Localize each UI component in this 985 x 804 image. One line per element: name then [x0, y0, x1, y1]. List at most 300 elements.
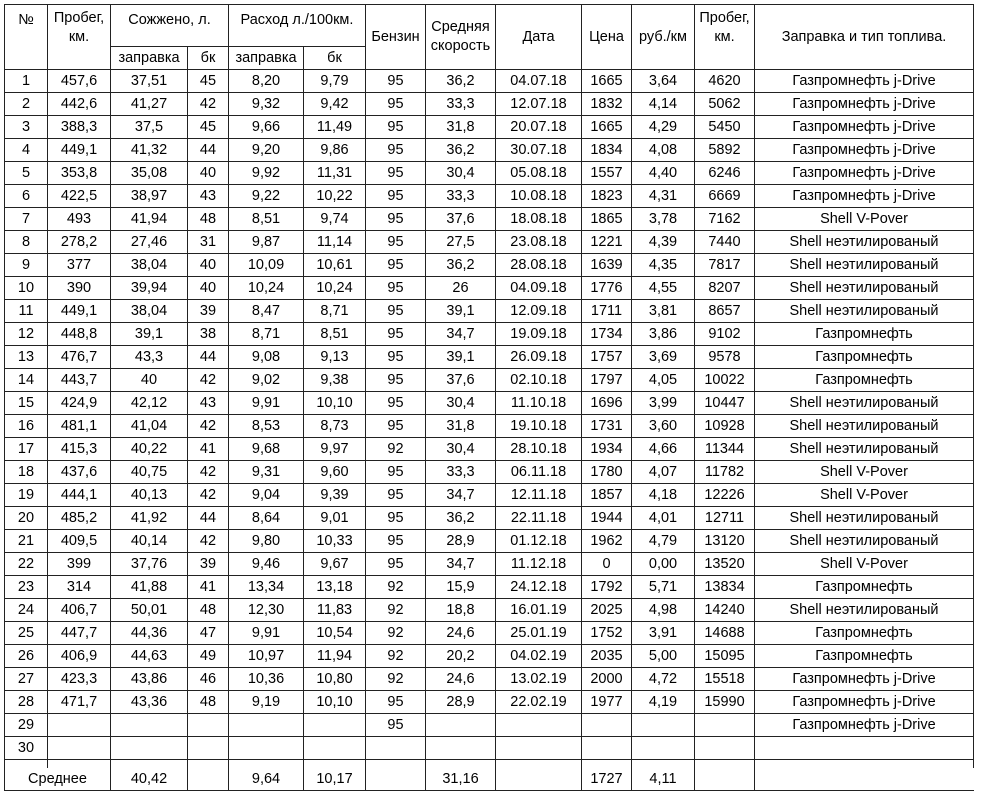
- average-price[interactable]: 1727: [582, 768, 632, 791]
- cell-petrol[interactable]: 92: [366, 438, 426, 461]
- cell-rub-km[interactable]: 3,91: [632, 622, 695, 645]
- cell-station[interactable]: Shell неэтилированый: [755, 392, 974, 415]
- cell-date[interactable]: 04.07.18: [496, 70, 582, 93]
- cell-mileage[interactable]: 443,7: [48, 369, 111, 392]
- cell-cons-tank[interactable]: 11,94: [304, 645, 366, 668]
- cell-n[interactable]: 23: [5, 576, 48, 599]
- cell-cons-fill[interactable]: [229, 714, 304, 737]
- cell-odo[interactable]: 10022: [695, 369, 755, 392]
- cell-cons-tank[interactable]: 9,42: [304, 93, 366, 116]
- cell-burned-fill[interactable]: 40,75: [111, 461, 188, 484]
- cell-station[interactable]: Shell неэтилированый: [755, 254, 974, 277]
- cell-odo[interactable]: 6246: [695, 162, 755, 185]
- cell-cons-fill[interactable]: 9,91: [229, 392, 304, 415]
- cell-petrol[interactable]: 95: [366, 139, 426, 162]
- cell-mileage[interactable]: 437,6: [48, 461, 111, 484]
- cell-petrol[interactable]: 95: [366, 415, 426, 438]
- cell-burned-fill[interactable]: 41,27: [111, 93, 188, 116]
- cell-rub-km[interactable]: 3,60: [632, 415, 695, 438]
- cell-burned-fill[interactable]: 40,13: [111, 484, 188, 507]
- cell-cons-tank[interactable]: 10,61: [304, 254, 366, 277]
- blank-cell[interactable]: [5, 760, 48, 769]
- header-consumption[interactable]: Расход л./100км.: [229, 5, 366, 47]
- cell-price[interactable]: 0: [582, 553, 632, 576]
- cell-cons-fill[interactable]: 10,36: [229, 668, 304, 691]
- cell-cons-tank[interactable]: 8,51: [304, 323, 366, 346]
- cell-cons-tank[interactable]: 10,54: [304, 622, 366, 645]
- cell-petrol[interactable]: 95: [366, 691, 426, 714]
- cell-odo[interactable]: 7440: [695, 231, 755, 254]
- blank-cell[interactable]: [426, 760, 496, 769]
- cell-burned-fill[interactable]: 37,5: [111, 116, 188, 139]
- cell-cons-fill[interactable]: 9,19: [229, 691, 304, 714]
- cell-cons-fill[interactable]: 8,53: [229, 415, 304, 438]
- cell-rub-km[interactable]: 3,78: [632, 208, 695, 231]
- cell-cons-tank[interactable]: 9,74: [304, 208, 366, 231]
- cell-petrol[interactable]: 95: [366, 553, 426, 576]
- header-cons-tank[interactable]: бк: [304, 47, 366, 70]
- cell-burned-tank[interactable]: 40: [188, 254, 229, 277]
- cell-petrol[interactable]: 92: [366, 645, 426, 668]
- cell-cons-tank[interactable]: 11,14: [304, 231, 366, 254]
- cell-burned-tank[interactable]: 44: [188, 139, 229, 162]
- cell-burned-fill[interactable]: 38,97: [111, 185, 188, 208]
- cell-rub-km[interactable]: 4,39: [632, 231, 695, 254]
- cell-price[interactable]: 2025: [582, 599, 632, 622]
- cell-petrol[interactable]: 95: [366, 484, 426, 507]
- cell-petrol[interactable]: 92: [366, 668, 426, 691]
- cell-speed[interactable]: 33,3: [426, 461, 496, 484]
- cell-burned-tank[interactable]: 42: [188, 484, 229, 507]
- cell-burned-tank[interactable]: 46: [188, 668, 229, 691]
- cell-petrol[interactable]: 95: [366, 714, 426, 737]
- cell-burned-fill[interactable]: 40: [111, 369, 188, 392]
- cell-mileage[interactable]: 449,1: [48, 300, 111, 323]
- cell-speed[interactable]: 27,5: [426, 231, 496, 254]
- cell-n[interactable]: 29: [5, 714, 48, 737]
- cell-mileage[interactable]: [48, 714, 111, 737]
- cell-n[interactable]: 14: [5, 369, 48, 392]
- cell-cons-fill[interactable]: 10,09: [229, 254, 304, 277]
- cell-petrol[interactable]: 92: [366, 599, 426, 622]
- cell-speed[interactable]: 39,1: [426, 346, 496, 369]
- cell-station[interactable]: Газпромнефть: [755, 645, 974, 668]
- cell-station[interactable]: Газпромнефть j-Drive: [755, 185, 974, 208]
- cell-station[interactable]: Shell V-Pover: [755, 461, 974, 484]
- cell-speed[interactable]: [426, 737, 496, 760]
- cell-burned-tank[interactable]: 42: [188, 530, 229, 553]
- cell-burned-fill[interactable]: 43,86: [111, 668, 188, 691]
- cell-burned-tank[interactable]: 41: [188, 438, 229, 461]
- cell-cons-fill[interactable]: 8,64: [229, 507, 304, 530]
- cell-burned-tank[interactable]: 44: [188, 346, 229, 369]
- cell-cons-fill[interactable]: 9,68: [229, 438, 304, 461]
- cell-burned-tank[interactable]: 49: [188, 645, 229, 668]
- cell-burned-fill[interactable]: 43,3: [111, 346, 188, 369]
- cell-rub-km[interactable]: 4,14: [632, 93, 695, 116]
- cell-price[interactable]: 1780: [582, 461, 632, 484]
- cell-speed[interactable]: 30,4: [426, 438, 496, 461]
- cell-burned-fill[interactable]: 37,51: [111, 70, 188, 93]
- average-station[interactable]: [755, 768, 974, 791]
- cell-mileage[interactable]: 353,8: [48, 162, 111, 185]
- cell-date[interactable]: 22.02.19: [496, 691, 582, 714]
- cell-date[interactable]: 01.12.18: [496, 530, 582, 553]
- cell-station[interactable]: Shell неэтилированый: [755, 415, 974, 438]
- cell-mileage[interactable]: 422,5: [48, 185, 111, 208]
- cell-odo[interactable]: 10928: [695, 415, 755, 438]
- cell-burned-fill[interactable]: 41,94: [111, 208, 188, 231]
- cell-odo[interactable]: 13120: [695, 530, 755, 553]
- average-cons-tank[interactable]: 10,17: [304, 768, 366, 791]
- cell-n[interactable]: 3: [5, 116, 48, 139]
- cell-odo[interactable]: 8657: [695, 300, 755, 323]
- cell-speed[interactable]: 28,9: [426, 691, 496, 714]
- cell-burned-fill[interactable]: 35,08: [111, 162, 188, 185]
- cell-burned-tank[interactable]: 39: [188, 553, 229, 576]
- cell-rub-km[interactable]: [632, 737, 695, 760]
- cell-mileage[interactable]: 423,3: [48, 668, 111, 691]
- cell-cons-fill[interactable]: 8,47: [229, 300, 304, 323]
- cell-cons-fill[interactable]: 9,91: [229, 622, 304, 645]
- cell-cons-tank[interactable]: 9,97: [304, 438, 366, 461]
- cell-speed[interactable]: 34,7: [426, 553, 496, 576]
- cell-n[interactable]: 30: [5, 737, 48, 760]
- cell-cons-tank[interactable]: 8,71: [304, 300, 366, 323]
- cell-station[interactable]: Shell неэтилированый: [755, 438, 974, 461]
- cell-station[interactable]: Shell неэтилированый: [755, 300, 974, 323]
- cell-speed[interactable]: 28,9: [426, 530, 496, 553]
- cell-date[interactable]: 12.07.18: [496, 93, 582, 116]
- cell-station[interactable]: Газпромнефть: [755, 369, 974, 392]
- cell-speed[interactable]: 36,2: [426, 507, 496, 530]
- blank-cell[interactable]: [229, 760, 304, 769]
- cell-mileage[interactable]: 415,3: [48, 438, 111, 461]
- cell-station[interactable]: Газпромнефть j-Drive: [755, 714, 974, 737]
- cell-cons-fill[interactable]: 13,34: [229, 576, 304, 599]
- cell-rub-km[interactable]: 4,98: [632, 599, 695, 622]
- cell-odo[interactable]: [695, 714, 755, 737]
- cell-n[interactable]: 2: [5, 93, 48, 116]
- cell-price[interactable]: 1944: [582, 507, 632, 530]
- cell-cons-fill[interactable]: 9,46: [229, 553, 304, 576]
- cell-n[interactable]: 19: [5, 484, 48, 507]
- cell-rub-km[interactable]: 4,40: [632, 162, 695, 185]
- cell-burned-tank[interactable]: 43: [188, 185, 229, 208]
- cell-n[interactable]: 22: [5, 553, 48, 576]
- cell-cons-fill[interactable]: 8,20: [229, 70, 304, 93]
- cell-burned-fill[interactable]: 44,36: [111, 622, 188, 645]
- cell-mileage[interactable]: 449,1: [48, 139, 111, 162]
- cell-date[interactable]: 26.09.18: [496, 346, 582, 369]
- cell-petrol[interactable]: 95: [366, 185, 426, 208]
- cell-price[interactable]: 1797: [582, 369, 632, 392]
- cell-rub-km[interactable]: 4,31: [632, 185, 695, 208]
- cell-burned-tank[interactable]: [188, 714, 229, 737]
- cell-date[interactable]: 13.02.19: [496, 668, 582, 691]
- cell-rub-km[interactable]: 4,72: [632, 668, 695, 691]
- header-num[interactable]: №: [5, 5, 48, 70]
- cell-cons-tank[interactable]: 10,33: [304, 530, 366, 553]
- cell-burned-fill[interactable]: 39,1: [111, 323, 188, 346]
- cell-price[interactable]: [582, 714, 632, 737]
- cell-speed[interactable]: 36,2: [426, 70, 496, 93]
- cell-cons-tank[interactable]: 13,18: [304, 576, 366, 599]
- cell-cons-tank[interactable]: 10,80: [304, 668, 366, 691]
- cell-cons-tank[interactable]: 11,83: [304, 599, 366, 622]
- cell-burned-fill[interactable]: 39,94: [111, 277, 188, 300]
- cell-burned-tank[interactable]: 45: [188, 70, 229, 93]
- cell-n[interactable]: 11: [5, 300, 48, 323]
- cell-burned-tank[interactable]: 48: [188, 599, 229, 622]
- cell-odo[interactable]: 9578: [695, 346, 755, 369]
- cell-station[interactable]: Shell V-Pover: [755, 484, 974, 507]
- blank-cell[interactable]: [304, 760, 366, 769]
- cell-date[interactable]: 12.09.18: [496, 300, 582, 323]
- cell-station[interactable]: Shell V-Pover: [755, 208, 974, 231]
- cell-burned-fill[interactable]: 41,88: [111, 576, 188, 599]
- cell-n[interactable]: 10: [5, 277, 48, 300]
- cell-burned-tank[interactable]: 39: [188, 300, 229, 323]
- cell-petrol[interactable]: 95: [366, 162, 426, 185]
- cell-date[interactable]: 24.12.18: [496, 576, 582, 599]
- cell-mileage[interactable]: 457,6: [48, 70, 111, 93]
- cell-petrol[interactable]: 95: [366, 369, 426, 392]
- cell-speed[interactable]: 33,3: [426, 93, 496, 116]
- cell-burned-tank[interactable]: 42: [188, 93, 229, 116]
- cell-rub-km[interactable]: 4,07: [632, 461, 695, 484]
- cell-date[interactable]: 23.08.18: [496, 231, 582, 254]
- blank-cell[interactable]: [582, 760, 632, 769]
- cell-burned-fill[interactable]: [111, 714, 188, 737]
- cell-mileage[interactable]: 442,6: [48, 93, 111, 116]
- cell-date[interactable]: 11.12.18: [496, 553, 582, 576]
- cell-odo[interactable]: 5892: [695, 139, 755, 162]
- cell-burned-fill[interactable]: 27,46: [111, 231, 188, 254]
- average-label[interactable]: Среднее: [5, 768, 111, 791]
- cell-n[interactable]: 20: [5, 507, 48, 530]
- cell-burned-tank[interactable]: 42: [188, 369, 229, 392]
- cell-odo[interactable]: 13520: [695, 553, 755, 576]
- average-speed[interactable]: 31,16: [426, 768, 496, 791]
- cell-odo[interactable]: [695, 737, 755, 760]
- cell-rub-km[interactable]: 4,18: [632, 484, 695, 507]
- cell-cons-fill[interactable]: 9,20: [229, 139, 304, 162]
- cell-price[interactable]: 1865: [582, 208, 632, 231]
- cell-date[interactable]: 18.08.18: [496, 208, 582, 231]
- cell-petrol[interactable]: 95: [366, 70, 426, 93]
- cell-petrol[interactable]: 92: [366, 576, 426, 599]
- blank-cell[interactable]: [695, 760, 755, 769]
- cell-cons-tank[interactable]: 11,31: [304, 162, 366, 185]
- cell-petrol[interactable]: 95: [366, 254, 426, 277]
- cell-price[interactable]: 1752: [582, 622, 632, 645]
- cell-n[interactable]: 7: [5, 208, 48, 231]
- cell-speed[interactable]: 39,1: [426, 300, 496, 323]
- cell-cons-tank[interactable]: 9,60: [304, 461, 366, 484]
- cell-odo[interactable]: 5062: [695, 93, 755, 116]
- blank-cell[interactable]: [111, 760, 188, 769]
- cell-odo[interactable]: 11782: [695, 461, 755, 484]
- header-burned-tank[interactable]: бк: [188, 47, 229, 70]
- cell-speed[interactable]: 18,8: [426, 599, 496, 622]
- cell-cons-fill[interactable]: [229, 737, 304, 760]
- cell-station[interactable]: Газпромнефть: [755, 576, 974, 599]
- cell-burned-tank[interactable]: 38: [188, 323, 229, 346]
- cell-petrol[interactable]: 95: [366, 208, 426, 231]
- cell-burned-tank[interactable]: 40: [188, 277, 229, 300]
- cell-date[interactable]: 04.02.19: [496, 645, 582, 668]
- cell-price[interactable]: 1665: [582, 116, 632, 139]
- cell-speed[interactable]: 24,6: [426, 668, 496, 691]
- cell-cons-tank[interactable]: 10,24: [304, 277, 366, 300]
- cell-price[interactable]: 1665: [582, 70, 632, 93]
- cell-speed[interactable]: 26: [426, 277, 496, 300]
- cell-station[interactable]: Газпромнефть j-Drive: [755, 691, 974, 714]
- cell-cons-fill[interactable]: 9,04: [229, 484, 304, 507]
- cell-rub-km[interactable]: 3,81: [632, 300, 695, 323]
- cell-date[interactable]: 02.10.18: [496, 369, 582, 392]
- cell-burned-fill[interactable]: 41,32: [111, 139, 188, 162]
- cell-date[interactable]: 04.09.18: [496, 277, 582, 300]
- cell-petrol[interactable]: 95: [366, 461, 426, 484]
- cell-n[interactable]: 15: [5, 392, 48, 415]
- cell-mileage[interactable]: 481,1: [48, 415, 111, 438]
- cell-n[interactable]: 18: [5, 461, 48, 484]
- cell-price[interactable]: 2000: [582, 668, 632, 691]
- cell-odo[interactable]: 14240: [695, 599, 755, 622]
- cell-petrol[interactable]: [366, 737, 426, 760]
- cell-burned-fill[interactable]: 44,63: [111, 645, 188, 668]
- cell-mileage[interactable]: 388,3: [48, 116, 111, 139]
- cell-date[interactable]: 05.08.18: [496, 162, 582, 185]
- cell-cons-tank[interactable]: 9,39: [304, 484, 366, 507]
- cell-speed[interactable]: [426, 714, 496, 737]
- cell-speed[interactable]: 33,3: [426, 185, 496, 208]
- cell-n[interactable]: 25: [5, 622, 48, 645]
- cell-odo[interactable]: 6669: [695, 185, 755, 208]
- cell-mileage[interactable]: 390: [48, 277, 111, 300]
- cell-price[interactable]: 2035: [582, 645, 632, 668]
- header-burned-fill[interactable]: заправка: [111, 47, 188, 70]
- cell-cons-tank[interactable]: 8,73: [304, 415, 366, 438]
- cell-cons-tank[interactable]: 11,49: [304, 116, 366, 139]
- cell-burned-fill[interactable]: [111, 737, 188, 760]
- cell-date[interactable]: 30.07.18: [496, 139, 582, 162]
- cell-petrol[interactable]: 95: [366, 392, 426, 415]
- cell-cons-tank[interactable]: 9,86: [304, 139, 366, 162]
- cell-burned-tank[interactable]: 47: [188, 622, 229, 645]
- cell-odo[interactable]: 12711: [695, 507, 755, 530]
- cell-mileage[interactable]: 476,7: [48, 346, 111, 369]
- cell-speed[interactable]: 34,7: [426, 484, 496, 507]
- cell-burned-fill[interactable]: 38,04: [111, 254, 188, 277]
- cell-rub-km[interactable]: 0,00: [632, 553, 695, 576]
- cell-mileage[interactable]: 399: [48, 553, 111, 576]
- cell-rub-km[interactable]: 5,00: [632, 645, 695, 668]
- cell-burned-tank[interactable]: 48: [188, 208, 229, 231]
- blank-cell[interactable]: [755, 760, 974, 769]
- cell-price[interactable]: 1934: [582, 438, 632, 461]
- cell-odo[interactable]: 12226: [695, 484, 755, 507]
- cell-burned-fill[interactable]: 42,12: [111, 392, 188, 415]
- cell-odo[interactable]: 13834: [695, 576, 755, 599]
- cell-n[interactable]: 27: [5, 668, 48, 691]
- header-rub-per-km[interactable]: руб./км: [632, 5, 695, 70]
- cell-odo[interactable]: 15990: [695, 691, 755, 714]
- cell-petrol[interactable]: 95: [366, 507, 426, 530]
- cell-cons-tank[interactable]: 9,13: [304, 346, 366, 369]
- cell-rub-km[interactable]: 4,05: [632, 369, 695, 392]
- cell-rub-km[interactable]: [632, 714, 695, 737]
- header-cons-fill[interactable]: заправка: [229, 47, 304, 70]
- cell-date[interactable]: 19.10.18: [496, 415, 582, 438]
- cell-cons-fill[interactable]: 12,30: [229, 599, 304, 622]
- average-odometer[interactable]: [695, 768, 755, 791]
- cell-cons-fill[interactable]: 9,66: [229, 116, 304, 139]
- cell-petrol[interactable]: 95: [366, 277, 426, 300]
- cell-n[interactable]: 6: [5, 185, 48, 208]
- cell-odo[interactable]: 5450: [695, 116, 755, 139]
- cell-date[interactable]: 11.10.18: [496, 392, 582, 415]
- cell-mileage[interactable]: 448,8: [48, 323, 111, 346]
- cell-burned-tank[interactable]: 42: [188, 415, 229, 438]
- cell-price[interactable]: 1711: [582, 300, 632, 323]
- cell-n[interactable]: 12: [5, 323, 48, 346]
- cell-cons-fill[interactable]: 10,24: [229, 277, 304, 300]
- cell-cons-tank[interactable]: 10,22: [304, 185, 366, 208]
- cell-station[interactable]: Shell неэтилированый: [755, 530, 974, 553]
- average-burned-fill[interactable]: 40,42: [111, 768, 188, 791]
- average-rub-km[interactable]: 4,11: [632, 768, 695, 791]
- cell-rub-km[interactable]: 4,79: [632, 530, 695, 553]
- cell-station[interactable]: Газпромнефть j-Drive: [755, 139, 974, 162]
- cell-rub-km[interactable]: 4,01: [632, 507, 695, 530]
- blank-cell[interactable]: [188, 760, 229, 769]
- cell-speed[interactable]: 37,6: [426, 208, 496, 231]
- cell-n[interactable]: 9: [5, 254, 48, 277]
- cell-date[interactable]: 06.11.18: [496, 461, 582, 484]
- cell-burned-tank[interactable]: 31: [188, 231, 229, 254]
- cell-petrol[interactable]: 92: [366, 622, 426, 645]
- average-burned-tank[interactable]: [188, 768, 229, 791]
- cell-n[interactable]: 4: [5, 139, 48, 162]
- cell-petrol[interactable]: 95: [366, 323, 426, 346]
- cell-mileage[interactable]: 406,7: [48, 599, 111, 622]
- header-price[interactable]: Цена: [582, 5, 632, 70]
- cell-station[interactable]: Газпромнефть: [755, 346, 974, 369]
- cell-date[interactable]: [496, 714, 582, 737]
- cell-mileage[interactable]: 409,5: [48, 530, 111, 553]
- cell-burned-fill[interactable]: 40,14: [111, 530, 188, 553]
- cell-price[interactable]: 1857: [582, 484, 632, 507]
- cell-burned-tank[interactable]: 43: [188, 392, 229, 415]
- header-mileage[interactable]: Пробег, км.: [48, 5, 111, 70]
- cell-burned-fill[interactable]: 43,36: [111, 691, 188, 714]
- cell-burned-tank[interactable]: 40: [188, 162, 229, 185]
- cell-n[interactable]: 13: [5, 346, 48, 369]
- cell-cons-fill[interactable]: 8,71: [229, 323, 304, 346]
- header-petrol[interactable]: Бензин: [366, 5, 426, 70]
- cell-station[interactable]: Shell неэтилированый: [755, 231, 974, 254]
- cell-burned-fill[interactable]: 50,01: [111, 599, 188, 622]
- cell-rub-km[interactable]: 4,55: [632, 277, 695, 300]
- average-cons-fill[interactable]: 9,64: [229, 768, 304, 791]
- cell-cons-fill[interactable]: 10,97: [229, 645, 304, 668]
- cell-speed[interactable]: 36,2: [426, 139, 496, 162]
- header-avg-speed[interactable]: Средняя скорость: [426, 5, 496, 70]
- cell-date[interactable]: 25.01.19: [496, 622, 582, 645]
